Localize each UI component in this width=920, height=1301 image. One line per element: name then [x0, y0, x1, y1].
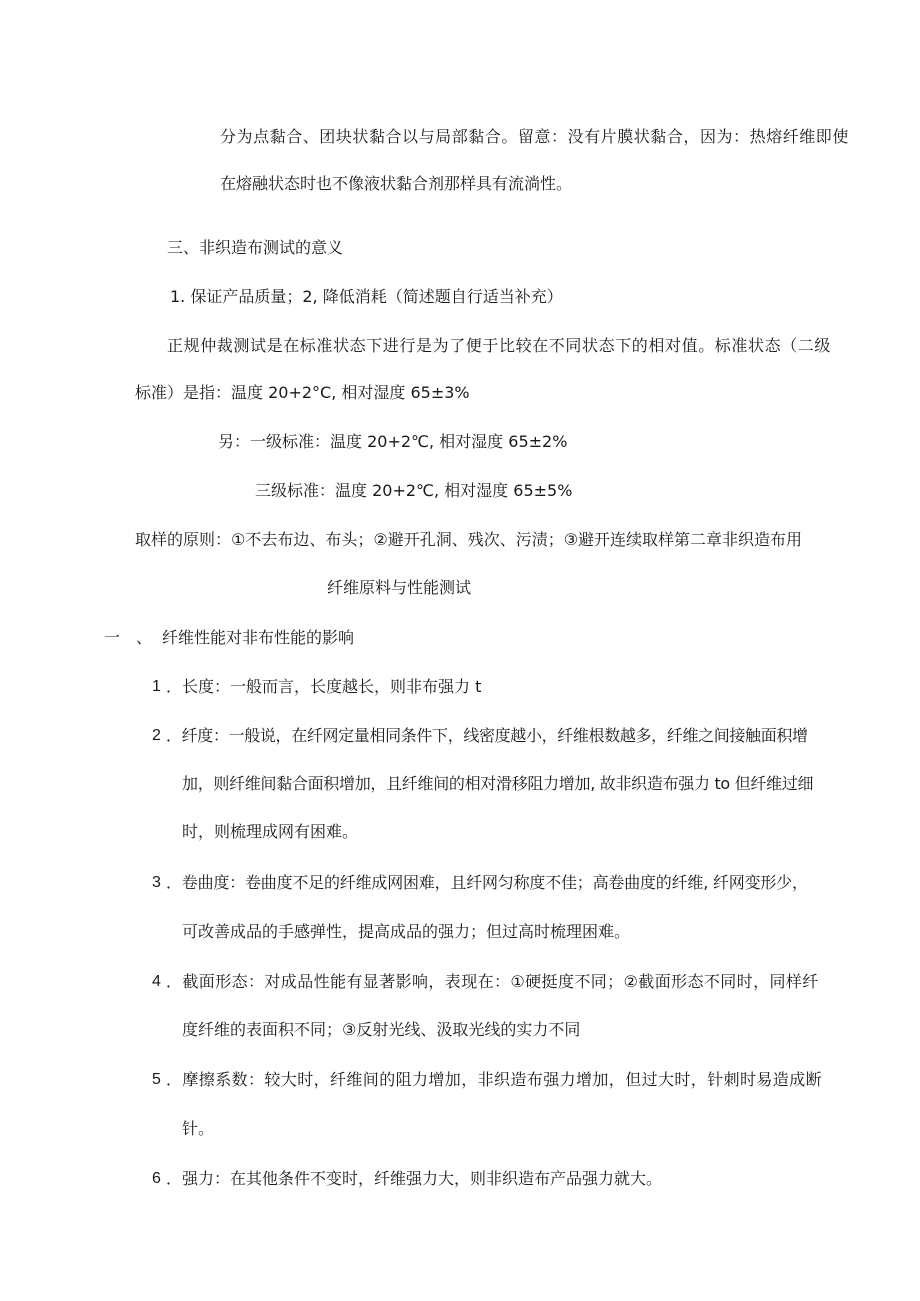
item-line: ．纤度：一般说，在纤网定量相同条件下，线密度越小，纤维根数越多，纤维之间接触面积增 — [166, 726, 808, 745]
item-line: ．长度：一般而言，长度越长，则非布强力 t — [166, 677, 482, 696]
item-line: ．强力：在其他条件不变时，纤维强力大，则非织造布产品强力就大。 — [166, 1169, 663, 1188]
paragraph-line: 标准）是指：温度 20+2°C, 相对湿度 65±3% — [135, 383, 470, 402]
item-line: ．卷曲度：卷曲度不足的纤维成网困难，且纤网匀称度不佳；高卷曲度的纤维, 纤网变形少， — [166, 873, 808, 892]
item-number: 1 — [152, 678, 161, 695]
standard-level-1: 另：一级标准：温度 20+2℃, 相对湿度 65±2% — [218, 432, 568, 451]
item-number: 5 — [152, 1071, 161, 1088]
standard-level-3: 三级标准：温度 20+2℃, 相对湿度 65±5% — [255, 481, 573, 500]
item-number: 4 — [152, 973, 161, 990]
paragraph-line: 在熔融状态时也不像液状黏合剂那样具有流淌性。 — [220, 174, 573, 193]
list-line: 1. 保证产品质量；2, 降低消耗（简述题自行适当补充） — [170, 287, 563, 306]
item-line: ．截面形态：对成品性能有显著影响，表现在：①硬挺度不同；②截面形态不同时，同样纤 — [166, 972, 819, 991]
item-line: 可改善成品的手感弹性，提高成品的强力；但过高时梳理困难。 — [182, 922, 631, 941]
item-line: 时，则梳理成网有困难。 — [182, 822, 359, 841]
chapter-title: 纤维原料与性能测试 — [327, 578, 472, 597]
paragraph-line: 分为点黏合、团块状黏合以与局部黏合。留意：没有片膜状黏合，因为：热熔纤维即使 — [220, 127, 849, 146]
section-title: 纤维性能对非布性能的影响 — [162, 628, 355, 647]
item-line: 针。 — [182, 1119, 215, 1138]
item-number: 3 — [152, 874, 161, 891]
paragraph-line: 正规仲裁测试是在标准状态下进行是为了便于比较在不同状态下的相对值。标准状态（二级 — [167, 336, 832, 355]
item-number: 2 — [152, 727, 161, 744]
item-line: 度纤维的表面积不同；③反射光线、汲取光线的实力不同 — [182, 1020, 581, 1039]
section-heading: 三、非织造布测试的意义 — [167, 238, 344, 257]
sampling-principle: 取样的原则：①不去布边、布头；②避开孔洞、残次、污渍；③避开连续取样第二章非织造布用 — [135, 530, 803, 549]
section-marker: 一 、 — [104, 628, 153, 647]
item-line: ．摩擦系数：较大时，纤维间的阻力增加，非织造布强力增加，但过大时，针刺时易造成断 — [166, 1070, 823, 1089]
item-number: 6 — [152, 1170, 161, 1187]
item-line: 加，则纤维间黏合面积增加，且纤维间的相对滑移阻力增加, 故非织造布强力 to 但纤维过细 — [182, 774, 814, 793]
